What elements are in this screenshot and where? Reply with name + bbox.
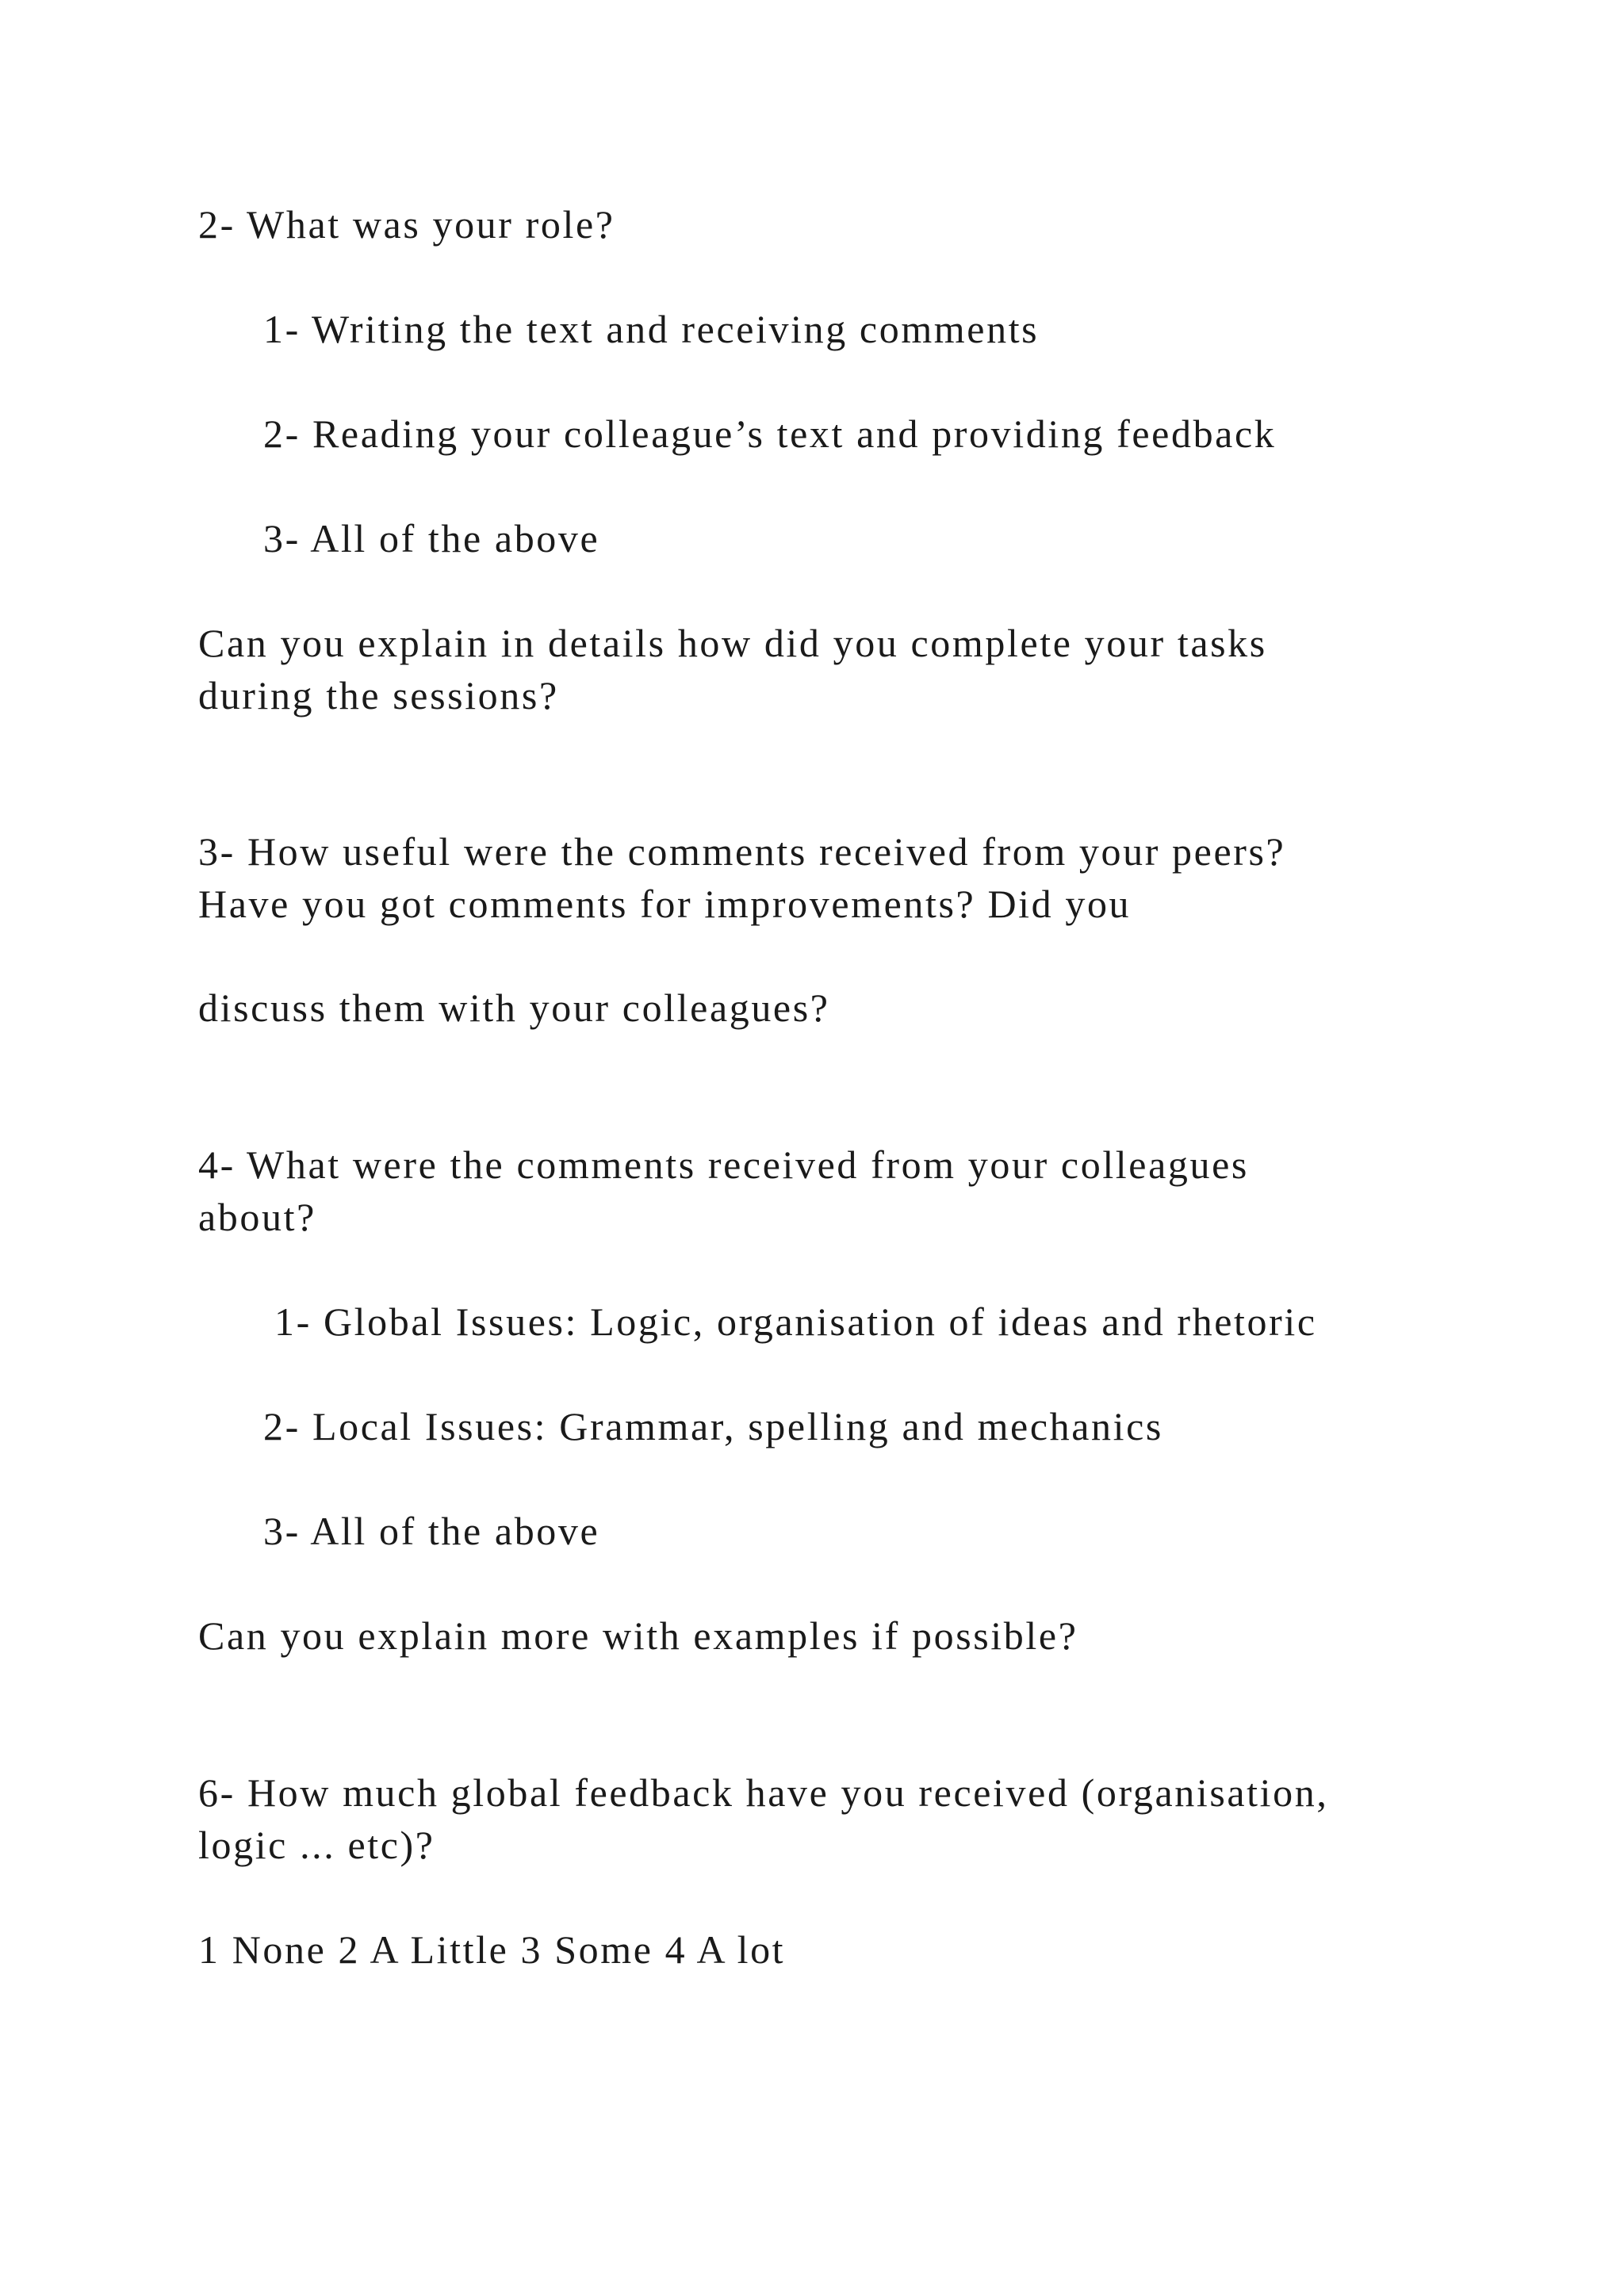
q4-option-1: 1- Global Issues: Logic, organisation of ideas and rhetoric — [274, 1299, 1317, 1344]
question-2: 2- What was your role? — [198, 202, 615, 247]
question-4-line-2: about? — [198, 1195, 316, 1239]
q4-option-3: 3- All of the above — [263, 1509, 600, 1553]
q4-option-2: 2- Local Issues: Grammar, spelling and mechanics — [263, 1404, 1163, 1448]
q4-followup: Can you explain more with examples if possible? — [198, 1613, 1078, 1658]
q2-option-3: 3- All of the above — [263, 516, 600, 561]
question-3-line-1: 3- How useful were the comments received from your peers? — [198, 829, 1286, 874]
question-3-line-3: discuss them with your colleagues? — [198, 985, 830, 1030]
q2-followup-line-1: Can you explain in details how did you complete your tasks — [198, 621, 1267, 665]
q2-followup-line-2: during the sessions? — [198, 673, 559, 718]
question-6-line-2: logic ... etc)? — [198, 1823, 435, 1867]
q2-option-2: 2- Reading your colleague’s text and providing feedback — [263, 411, 1277, 456]
q6-scale: 1 None 2 A Little 3 Some 4 A lot — [198, 1927, 786, 1972]
q2-option-1: 1- Writing the text and receiving comments — [263, 307, 1040, 351]
question-3-line-2: Have you got comments for improvements? Did you — [198, 882, 1132, 926]
question-4-line-1: 4- What were the comments received from your colleagues — [198, 1142, 1249, 1187]
question-6-line-1: 6- How much global feedback have you received (organisation, — [198, 1770, 1329, 1815]
